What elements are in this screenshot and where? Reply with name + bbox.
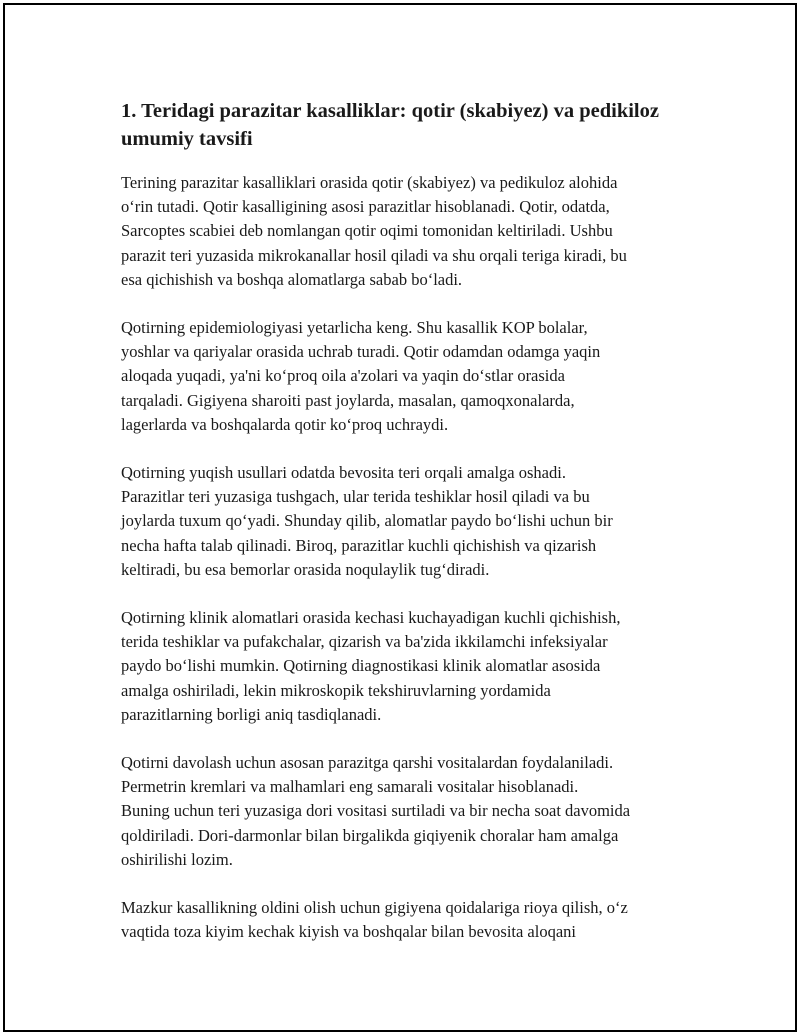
- text-line: terida teshiklar va pufakchalar, qizarish va ba'zida ikkilamchi infeksiyalar: [121, 632, 608, 652]
- document-body: [121, 97, 691, 968]
- paragraph-clinical-signs: [121, 606, 691, 727]
- text-line: tarqaladi. Gigiyena sharoiti past joylarda, masalan, qamoqxonalarda,: [121, 390, 575, 410]
- text-line: amalga oshiriladi, lekin mikroskopik tekshiruvlarning yordamida: [121, 680, 551, 700]
- text-line: vaqtida toza kiyim kechak kiyish va boshqalar bilan bevosita aloqani: [121, 922, 576, 942]
- text-line: necha hafta talab qilinadi. Biroq, parazitlar kuchli qichishish va qizarish: [121, 535, 597, 555]
- text-line: joylarda tuxum qo‘yadi. Shunday qilib, alomatlar paydo bo‘lishi uchun bir: [121, 511, 613, 531]
- text-line: Terining parazitar kasalliklari orasida qotir (skabiyez) va pedikuloz alohida: [121, 173, 618, 192]
- title-line: umumiy tavsifi: [121, 128, 253, 150]
- paragraph-epidemiology: [121, 316, 691, 437]
- section-title: [121, 97, 691, 153]
- text-line: Buning uchun teri yuzasiga dori vositasi surtiladi va bir necha soat davomida: [121, 801, 631, 821]
- paragraph-intro: [121, 171, 691, 292]
- page-frame: [3, 3, 797, 1032]
- text-line: esa qichishish va boshqa alomatlarga sabab bo‘ladi.: [121, 269, 463, 289]
- text-line: Permetrin kremlari va malhamlari eng samarali vositalar hisoblanadi.: [121, 777, 579, 797]
- paragraph-prevention: [121, 896, 691, 944]
- text-line: oshirilishi lozim.: [121, 849, 233, 869]
- text-line: Qotirning epidemiologiyasi yetarlicha keng. Shu kasallik KOP bolalar,: [121, 318, 588, 338]
- paragraph-transmission: [121, 461, 691, 582]
- text-line: Qotirni davolash uchun asosan parazitga qarshi vositalardan foydalaniladi.: [121, 753, 614, 773]
- text-line: aloqada yuqadi, ya'ni ko‘proq oila a'zolari va yaqin do‘stlar orasida: [121, 366, 565, 386]
- text-line: o‘rin tutadi. Qotir kasalligining asosi parazitlar hisoblanadi. Qotir, odatda,: [121, 197, 610, 217]
- text-line: yoshlar va qariyalar orasida uchrab turadi. Qotir odamdan odamga yaqin: [121, 342, 601, 362]
- paragraph-treatment: [121, 751, 691, 872]
- text-line: Parazitlar teri yuzasiga tushgach, ular terida teshiklar hosil qiladi va bu: [121, 487, 590, 507]
- text-line: parazit teri yuzasida mikrokanallar hosil qiladi va shu orqali teriga kiradi, bu: [121, 245, 627, 265]
- text-line: parazitlarning borligi aniq tasdiqlanadi.: [121, 704, 382, 724]
- text-line: keltiradi, bu esa bemorlar orasida noqulaylik tug‘diradi.: [121, 559, 490, 579]
- text-line: Qotirning yuqish usullari odatda bevosita teri orqali amalga oshadi.: [121, 463, 566, 483]
- text-line: qoldiriladi. Dori-darmonlar bilan birgalikda giqiyenik choralar ham amalga: [121, 825, 619, 845]
- text-line: Sarcoptes scabiei deb nomlangan qotir oqimi tomonidan keltiriladi. Ushbu: [121, 221, 613, 241]
- text-line: Qotirning klinik alomatlari orasida kechasi kuchayadigan kuchli qichishish,: [121, 608, 621, 628]
- title-line: 1. Teridagi parazitar kasalliklar: qotir (skabiyez) va pedikiloz: [121, 100, 659, 122]
- text-line: paydo bo‘lishi mumkin. Qotirning diagnostikasi klinik alomatlar asosida: [121, 656, 601, 676]
- text-line: lagerlarda va boshqalarda qotir ko‘proq uchraydi.: [121, 414, 449, 434]
- text-line: Mazkur kasallikning oldini olish uchun gigiyena qoidalariga rioya qilish, o‘z: [121, 898, 628, 918]
